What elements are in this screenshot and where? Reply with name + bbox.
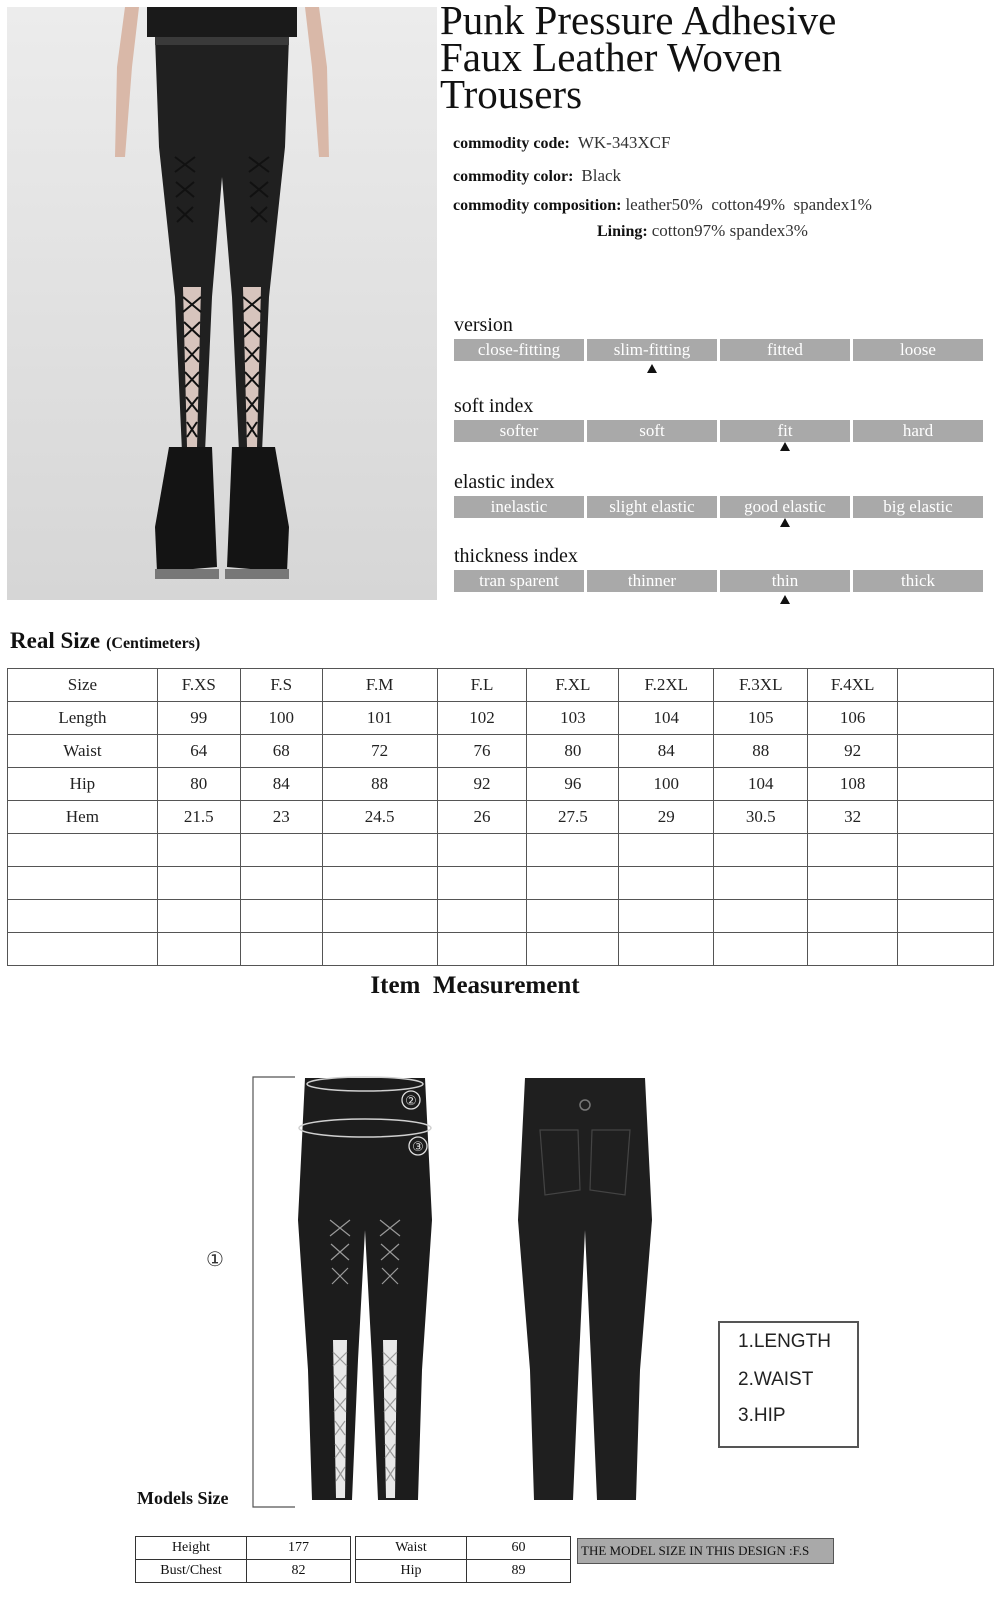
model-size-note: THE MODEL SIZE IN THIS DESIGN :F.S	[577, 1538, 834, 1564]
size-table-cell: 108	[808, 768, 898, 801]
soft-index-selected-marker	[780, 442, 790, 451]
version-option: loose	[853, 339, 983, 361]
version-scale	[454, 314, 983, 373]
soft-index-option: fit	[720, 420, 850, 442]
size-table-cell	[8, 933, 158, 966]
size-table-row	[8, 768, 994, 801]
size-table-row	[8, 933, 994, 966]
legend-hip: 3.HIP	[738, 1405, 786, 1426]
size-table-cell	[8, 900, 158, 933]
size-table-cell	[898, 867, 994, 900]
size-table-cell	[240, 933, 322, 966]
elastic-index-selected-marker	[780, 518, 790, 527]
version-option: close-fitting	[454, 339, 584, 361]
size-table-cell: 68	[240, 735, 322, 768]
back-trousers-image	[518, 1078, 652, 1500]
thickness-index-option: tran sparent	[454, 570, 584, 592]
size-table-cell	[322, 834, 437, 867]
elastic-index-label: elastic index	[454, 471, 555, 493]
waist-label: Waist	[356, 1537, 467, 1560]
lining-value: cotton97% spandex3%	[651, 221, 808, 240]
commodity-color-label: commodity color:	[453, 168, 574, 185]
size-table-cell: 84	[619, 735, 714, 768]
commodity-code-label: commodity code:	[453, 135, 570, 152]
version-option: slim-fitting	[587, 339, 717, 361]
size-table-row	[8, 735, 994, 768]
size-table-cell: Length	[8, 702, 158, 735]
hip-marker-label: ③	[412, 1140, 424, 1155]
thickness-index-option: thick	[853, 570, 983, 592]
real-size-title	[10, 628, 200, 654]
size-table-cell	[527, 867, 619, 900]
size-table-cell	[527, 933, 619, 966]
legend-waist: 2.WAIST	[738, 1369, 814, 1390]
elastic-index-scale	[454, 471, 983, 527]
elastic-index-option: big elastic	[853, 496, 983, 518]
size-table-cell	[808, 900, 898, 933]
real-size-unit: (Centimeters)	[106, 635, 201, 652]
length-marker-label: ①	[206, 1247, 224, 1271]
soft-index-option: soft	[587, 420, 717, 442]
size-table-cell: 64	[157, 735, 240, 768]
size-table-header-cell: F.M	[322, 669, 437, 702]
size-table-cell	[8, 834, 158, 867]
size-table-cell: 88	[322, 768, 437, 801]
size-table-cell	[898, 768, 994, 801]
size-table-cell	[898, 702, 994, 735]
size-table-cell	[714, 900, 808, 933]
size-table-cell: 101	[322, 702, 437, 735]
size-table-header-cell: Size	[8, 669, 158, 702]
soft-index-option: hard	[853, 420, 983, 442]
thickness-index-selected-marker	[780, 595, 790, 604]
size-table-cell: 100	[619, 768, 714, 801]
version-selected-marker	[647, 364, 657, 373]
elastic-index-option: good elastic	[720, 496, 850, 518]
version-option: fitted	[720, 339, 850, 361]
height-label: Height	[136, 1537, 247, 1560]
size-table-cell: 92	[437, 768, 527, 801]
size-table-cell: 32	[808, 801, 898, 834]
commodity-color-value: Black	[581, 166, 622, 185]
hip-value: 89	[467, 1560, 571, 1583]
size-table-cell: 27.5	[527, 801, 619, 834]
commodity-composition-value: leather50% cotton49% spandex1%	[625, 195, 872, 214]
size-table-cell: 96	[527, 768, 619, 801]
size-table-cell: 23	[240, 801, 322, 834]
size-table-cell: 84	[240, 768, 322, 801]
thickness-index-option: thinner	[587, 570, 717, 592]
size-table-cell	[808, 933, 898, 966]
size-table-cell	[437, 834, 527, 867]
hip-label: Hip	[356, 1560, 467, 1583]
size-table-header-cell: F.L	[437, 669, 527, 702]
product-title-line: Punk Pressure Adhesive	[440, 0, 837, 43]
commodity-composition-label: commodity composition:	[453, 197, 622, 214]
size-table-cell: Waist	[8, 735, 158, 768]
size-table-cell	[714, 933, 808, 966]
size-table-cell	[157, 867, 240, 900]
size-table-cell	[240, 867, 322, 900]
size-table-cell	[898, 933, 994, 966]
size-table-header-cell: F.2XL	[619, 669, 714, 702]
size-table-cell	[808, 867, 898, 900]
legend-length: 1.LENGTH	[738, 1331, 831, 1352]
soft-index-label: soft index	[454, 395, 534, 417]
size-table-cell	[240, 900, 322, 933]
size-table-cell	[898, 801, 994, 834]
size-table-cell	[157, 834, 240, 867]
size-table-cell	[527, 900, 619, 933]
size-table-cell	[898, 900, 994, 933]
size-table-cell: 99	[157, 702, 240, 735]
size-table-cell	[157, 900, 240, 933]
size-table-cell: 24.5	[322, 801, 437, 834]
size-table-cell	[322, 900, 437, 933]
size-table-cell: 92	[808, 735, 898, 768]
size-table-cell: 103	[527, 702, 619, 735]
size-table-cell	[619, 933, 714, 966]
size-table-cell	[714, 867, 808, 900]
size-table-cell	[619, 900, 714, 933]
soft-index-option: softer	[454, 420, 584, 442]
waist-value: 60	[467, 1537, 571, 1560]
lining-row	[597, 221, 808, 241]
size-table-cell: 76	[437, 735, 527, 768]
size-table-row	[8, 702, 994, 735]
size-table-header-cell	[898, 669, 994, 702]
size-table-header-cell: F.4XL	[808, 669, 898, 702]
models-table-right	[355, 1536, 571, 1583]
product-photo	[7, 7, 437, 600]
soft-index-scale	[454, 395, 983, 451]
thickness-index-option: thin	[720, 570, 850, 592]
size-table-header-cell: F.S	[240, 669, 322, 702]
size-table-cell: Hem	[8, 801, 158, 834]
product-title-line: Faux Leather Woven	[440, 34, 783, 80]
length-bracket	[253, 1077, 295, 1507]
models-table-left	[135, 1536, 351, 1583]
size-table-cell: 104	[619, 702, 714, 735]
commodity-composition-row	[453, 195, 872, 215]
product-title	[440, 0, 980, 117]
size-table-row	[8, 900, 994, 933]
commodity-code-row	[453, 133, 670, 153]
size-table-cell	[898, 834, 994, 867]
measurement-legend	[718, 1321, 859, 1448]
size-table-header-cell: F.XS	[157, 669, 240, 702]
size-table-cell	[527, 834, 619, 867]
size-table-cell: 21.5	[157, 801, 240, 834]
size-table-cell	[240, 834, 322, 867]
real-size-heading: Real Size	[10, 628, 101, 653]
size-table-row	[8, 801, 994, 834]
commodity-code-value: WK-343XCF	[577, 133, 671, 152]
size-table-cell	[437, 933, 527, 966]
bust-value: 82	[247, 1560, 351, 1583]
elastic-index-option: inelastic	[454, 496, 584, 518]
size-table-cell: 29	[619, 801, 714, 834]
size-table-cell	[157, 933, 240, 966]
size-table-cell: 26	[437, 801, 527, 834]
size-table-cell	[8, 867, 158, 900]
size-table-cell	[619, 834, 714, 867]
size-table-cell: 105	[714, 702, 808, 735]
front-trousers-image	[298, 1077, 432, 1500]
size-table-cell	[322, 867, 437, 900]
size-table-cell: 72	[322, 735, 437, 768]
thickness-index-scale	[454, 545, 983, 604]
size-table-cell: 30.5	[714, 801, 808, 834]
size-table-cell	[437, 900, 527, 933]
size-table-cell: Hip	[8, 768, 158, 801]
models-size-title: Models Size	[137, 1488, 229, 1508]
size-table-cell: 106	[808, 702, 898, 735]
size-table-cell	[619, 867, 714, 900]
size-table-cell	[714, 834, 808, 867]
size-table-cell: 100	[240, 702, 322, 735]
height-value: 177	[247, 1537, 351, 1560]
size-table-row	[8, 834, 994, 867]
thickness-index-label: thickness index	[454, 545, 578, 567]
lining-label: Lining:	[597, 223, 648, 240]
size-table-header-cell: F.3XL	[714, 669, 808, 702]
size-table-cell: 80	[157, 768, 240, 801]
size-table-cell	[898, 735, 994, 768]
commodity-color-row	[453, 166, 621, 186]
size-table-cell: 102	[437, 702, 527, 735]
item-measurement-title: Item Measurement	[370, 972, 580, 999]
waist-marker-label: ②	[405, 1094, 417, 1109]
size-table-row	[8, 867, 994, 900]
size-table-cell: 80	[527, 735, 619, 768]
size-table-cell: 104	[714, 768, 808, 801]
size-table-cell	[437, 867, 527, 900]
product-title-line: Trousers	[440, 71, 583, 117]
size-table-cell	[808, 834, 898, 867]
size-table-cell	[322, 933, 437, 966]
elastic-index-option: slight elastic	[587, 496, 717, 518]
version-label: version	[454, 314, 513, 336]
bust-label: Bust/Chest	[136, 1560, 247, 1583]
size-table-header-row	[8, 669, 994, 702]
size-table-header-cell: F.XL	[527, 669, 619, 702]
size-table-cell: 88	[714, 735, 808, 768]
size-table	[7, 668, 994, 966]
